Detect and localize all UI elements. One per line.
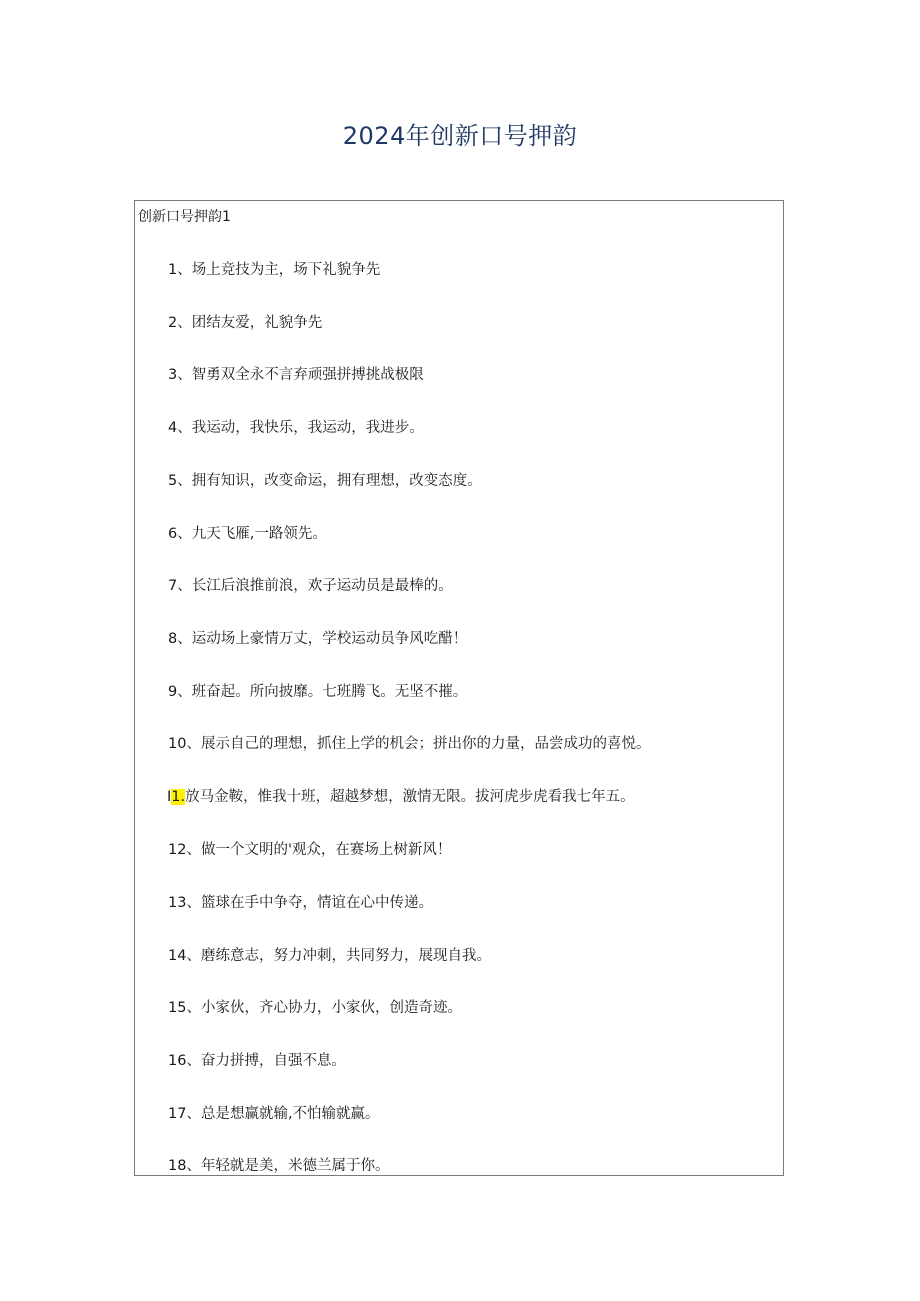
list-item: 17、总是想赢就输,不怕输就赢。 [168,1106,380,1122]
list-item: 3、智勇双全永不言弃顽强拼搏挑战极限 [168,367,424,383]
list-item: 4、我运动，我快乐，我运动，我进步。 [168,420,424,436]
list-item: 9、班奋起。所向披靡。七班腾飞。无坚不摧。 [168,684,468,700]
content-box [134,200,784,1176]
document-title: 2024年创新口号押韵 [342,122,578,150]
list-item: 18、年轻就是美，米德兰属于你。 [168,1158,390,1174]
item-prefix: I [167,789,172,805]
section-heading: 创新口号押韵1 [138,209,231,225]
list-item: 1、场上竞技为主，场下礼貌争先 [168,262,381,278]
highlighted-number: 1. [171,789,186,805]
list-item: 10、展示自己的理想，抓住上学的机会；拼出你的力量，品尝成功的喜悦。 [168,736,651,752]
list-item: 14、磨练意志，努力冲刺，共同努力，展现自我。 [168,948,491,964]
list-item: 2、团结友爱，礼貌争先 [168,315,323,331]
list-item: 12、做一个文明的'观众，在赛场上树新风！ [168,842,452,858]
list-item: 7、长江后浪推前浪，欢子运动员是最棒的。 [168,578,453,594]
list-item: 6、九天飞雁,一路领先。 [168,526,327,542]
item-text: 放马金鞍，惟我十班，超越梦想，激情无限。拔河虎步虎看我七年五。 [185,789,635,805]
list-item-11 [167,787,635,807]
list-item: 13、篮球在手中争夺，情谊在心中传递。 [168,895,433,911]
list-item: 16、奋力拼搏，自强不息。 [168,1053,346,1069]
list-item: 5、拥有知识，改变命运，拥有理想，改变态度。 [168,473,482,489]
list-item: 15、小家伙，齐心协力，小家伙，创造奇迹。 [168,1000,462,1016]
list-item: 8、运动场上豪情万丈，学校运动员争风吃醋！ [168,631,468,647]
